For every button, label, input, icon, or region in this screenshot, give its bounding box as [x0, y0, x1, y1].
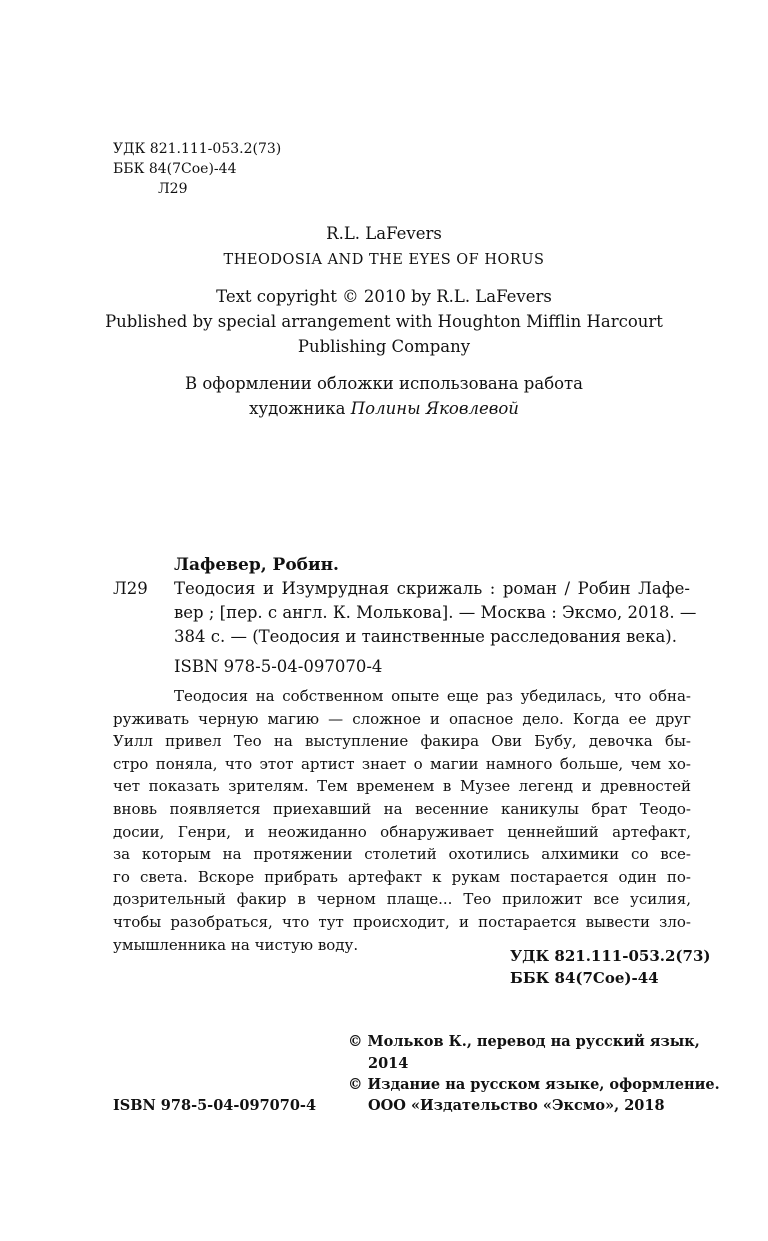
- catalog-entry-line-1: [174, 577, 690, 601]
- annotation-line: умышленника на чистую воду.: [113, 935, 359, 954]
- bbk-code: ББК 84(7Сое)-44: [113, 161, 237, 177]
- annotation-line: досии, Генри, и неожиданно обнаруживает ценнейший артефакт,: [113, 822, 691, 841]
- annotation-line: чтобы разобраться, что тут происходит, и постарается вывести зло-: [113, 912, 691, 931]
- annotation-line: го света. Вскоре прибрать артефакт к рукам постарается один по-: [113, 867, 691, 886]
- cover-credit-prefix: художника: [249, 399, 351, 418]
- catalog-entry-text-1: Теодосия и Изумрудная скрижаль : роман / Робин Лафе-: [174, 579, 690, 598]
- annotation-line: Теодосия на собственном опыте еще раз убедилась, что обна-: [174, 687, 691, 705]
- annotation-line: вновь появляется приехавший на весенние каникулы брат Теодо-: [113, 799, 691, 818]
- catalog-heading: Лафевер, Робин.: [174, 555, 339, 575]
- annotation-line: руживать черную магию — сложное и опасное дело. Когда ее друг: [113, 709, 691, 728]
- original-author: R.L. LaFevers: [326, 224, 442, 243]
- catalog-entry-line-3: 384 с. — (Теодосия и таинственные расследования века).: [174, 627, 677, 646]
- translation-copyright-line-2: 2014: [368, 1055, 409, 1072]
- annotation-line: чет показать зрителям. Тем временем в Музее легенд и древностей: [113, 777, 691, 796]
- annotation-line: дозрительный факир в черном плаще... Тео приложит все усилия,: [113, 890, 691, 909]
- catalog-sign: Л29: [113, 579, 148, 598]
- udk-code: УДК 821.111-053.2(73): [113, 141, 282, 157]
- cover-credit-line-1: В оформлении обложки использована работа: [184, 374, 584, 393]
- author-sign: Л29: [158, 181, 188, 197]
- edition-copyright-line-2: ООО «Издательство «Эксмо», 2018: [368, 1097, 665, 1114]
- catalog-entry-text-2: вер ; [пер. с англ. К. Молькова]. — Москва : Эксмо, 2018. —: [174, 603, 697, 622]
- bottom-udk-code: УДК 821.111-053.2(73): [510, 947, 711, 965]
- original-title: THEODOSIA AND THE EYES OF HORUS: [223, 252, 545, 268]
- edition-copyright-line-1: © Издание на русском языке, оформление.: [348, 1076, 720, 1093]
- cover-credit-artist: Полины Яковлевой: [350, 399, 519, 418]
- annotation-line: Уилл привел Тео на выступление факира Ови Бубу, девочка бы-: [113, 732, 691, 751]
- annotation-line: за которым на протяжении столетий охотились алхимики со все-: [113, 845, 691, 864]
- bottom-bbk-code: ББК 84(7Сое)-44: [510, 969, 659, 987]
- catalog-entry-line-2: [174, 601, 697, 625]
- translation-copyright-line-1: © Мольков К., перевод на русский язык,: [348, 1033, 700, 1050]
- footer-isbn: ISBN 978-5-04-097070-4: [113, 1097, 317, 1114]
- arrangement-line-1: Published by special arrangement with Houghton Mifflin Harcourt: [105, 312, 663, 331]
- annotation-paragraph: [113, 685, 691, 956]
- cover-credit-line-2: [0, 397, 768, 421]
- arrangement-line-2: Publishing Company: [297, 337, 471, 356]
- catalog-isbn: ISBN 978-5-04-097070-4: [174, 657, 383, 676]
- original-copyright: Text copyright © 2010 by R.L. LaFevers: [216, 287, 552, 306]
- annotation-line: стро поняла, что этот артист знает о магии намного больше, чем хо-: [113, 754, 691, 773]
